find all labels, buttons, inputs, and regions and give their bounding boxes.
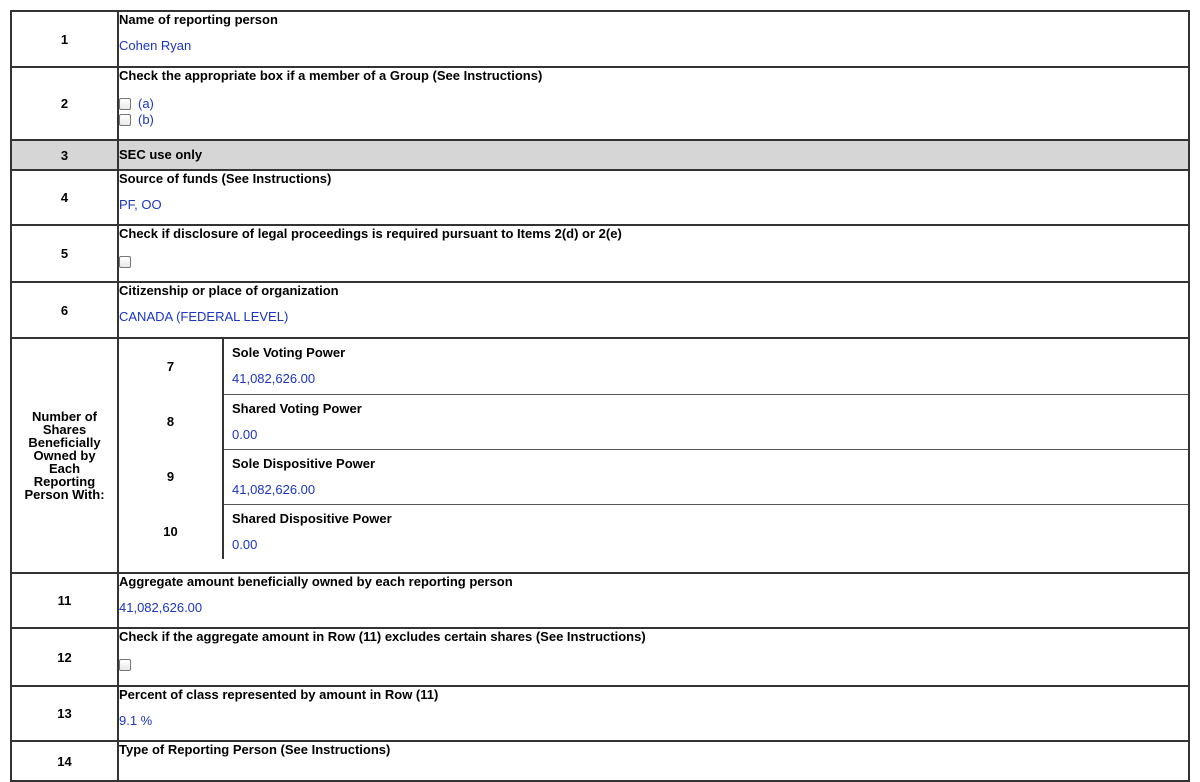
shared-voting-power-value: 0.00 <box>232 426 258 442</box>
shares-subtable <box>119 339 1188 559</box>
row-number: 13 <box>11 686 118 741</box>
group-option-b[interactable] <box>119 112 1188 128</box>
row-number: 14 <box>11 741 118 781</box>
shares-block <box>11 338 1189 573</box>
row-number: 11 <box>11 573 118 628</box>
row-label: Citizenship or place of organization <box>119 283 339 298</box>
row-13 <box>11 686 1189 741</box>
cover-page-frame <box>10 10 1190 782</box>
row-label: SEC use only <box>119 147 203 162</box>
row-number: 3 <box>11 140 118 170</box>
group-checkbox-list <box>119 96 1188 128</box>
shares-beneficially-owned-label <box>11 338 118 573</box>
row-number: 1 <box>11 11 118 67</box>
row-number: 7 <box>166 359 175 374</box>
row-number: 12 <box>11 628 118 686</box>
group-b-checkbox[interactable] <box>119 114 131 126</box>
row-number: 6 <box>11 282 118 338</box>
row-label: Percent of class represented by amount in Row (11) <box>119 687 439 702</box>
row-1 <box>11 11 1189 67</box>
row-4 <box>11 170 1189 225</box>
shares-label-line: Shares <box>42 422 87 437</box>
subrow-8 <box>119 394 1188 449</box>
row-content <box>118 225 1189 282</box>
row-content <box>223 339 1188 394</box>
row-6 <box>11 282 1189 338</box>
row-label: Shared Dispositive Power <box>232 510 392 526</box>
row-label: Name of reporting person <box>119 12 278 27</box>
shares-label-line: Number of <box>32 409 97 424</box>
row-label: Check if disclosure of legal proceedings is required pursuant to Items 2(d) or 2(e) <box>119 226 622 241</box>
row-number: 9 <box>166 469 175 484</box>
source-of-funds-value: PF, OO <box>119 197 162 212</box>
excludes-shares-checkbox[interactable] <box>119 659 131 671</box>
row-content <box>118 170 1189 225</box>
row-label: Sole Voting Power <box>232 345 346 360</box>
subrow-9 <box>119 449 1188 504</box>
shares-label-line: Owned by <box>33 448 96 463</box>
shared-dispositive-power-value: 0.00 <box>232 536 258 552</box>
row-number: 2 <box>11 67 118 140</box>
row-label: Sole Dispositive Power <box>232 455 376 471</box>
row-14 <box>11 741 1189 781</box>
group-b-label: (b) <box>138 112 154 127</box>
cover-page-table <box>10 10 1190 782</box>
group-a-checkbox[interactable] <box>119 98 131 110</box>
row-2 <box>11 67 1189 140</box>
percent-of-class-value: 9.1 % <box>119 713 153 728</box>
subrow-10 <box>119 504 1188 559</box>
subrow-7 <box>119 339 1188 394</box>
row-number: 4 <box>11 170 118 225</box>
aggregate-amount-value: 41,082,626.00 <box>119 600 203 615</box>
row-content <box>118 282 1189 338</box>
row-content <box>118 67 1189 140</box>
row-content <box>223 449 1188 504</box>
excludes-shares-option[interactable] <box>119 657 1188 672</box>
legal-proceedings-option[interactable] <box>119 254 1188 269</box>
row-content <box>118 573 1189 628</box>
row-number: 5 <box>11 225 118 282</box>
row-label: Source of funds (See Instructions) <box>119 171 332 186</box>
row-label: Shared Voting Power <box>232 400 362 416</box>
group-a-label: (a) <box>138 96 154 111</box>
row-label: Check if the aggregate amount in Row (11) excludes certain shares (See Instructions) <box>119 629 646 644</box>
row-content <box>118 741 1189 781</box>
group-option-a[interactable] <box>119 96 1188 112</box>
row-content <box>118 686 1189 741</box>
row-content <box>223 504 1188 559</box>
row-number: 8 <box>166 414 175 429</box>
row-label: Check the appropriate box if a member of a Group (See Instructions) <box>119 68 543 83</box>
shares-label-line: Reporting <box>33 474 96 489</box>
row-content <box>118 628 1189 686</box>
reporting-person-name: Cohen Ryan <box>119 38 192 53</box>
row-5 <box>11 225 1189 282</box>
row-number: 10 <box>163 524 178 539</box>
row-12 <box>11 628 1189 686</box>
shares-subtable-cell <box>118 338 1189 573</box>
row-content <box>223 394 1188 449</box>
shares-label-line: Each <box>48 461 81 476</box>
shares-label-line: Beneficially <box>28 435 101 450</box>
sole-voting-power-value: 41,082,626.00 <box>232 371 316 386</box>
sole-dispositive-power-value: 41,082,626.00 <box>232 481 316 497</box>
citizenship-value: CANADA (FEDERAL LEVEL) <box>119 309 289 324</box>
row-content <box>118 140 1189 170</box>
row-11 <box>11 573 1189 628</box>
row-content <box>118 11 1189 67</box>
shares-label-line: Person With: <box>24 487 105 502</box>
row-label: Aggregate amount beneficially owned by each reporting person <box>119 574 513 589</box>
row-label: Type of Reporting Person (See Instructions) <box>119 742 391 757</box>
legal-proceedings-checkbox[interactable] <box>119 256 131 268</box>
row-3 <box>11 140 1189 170</box>
